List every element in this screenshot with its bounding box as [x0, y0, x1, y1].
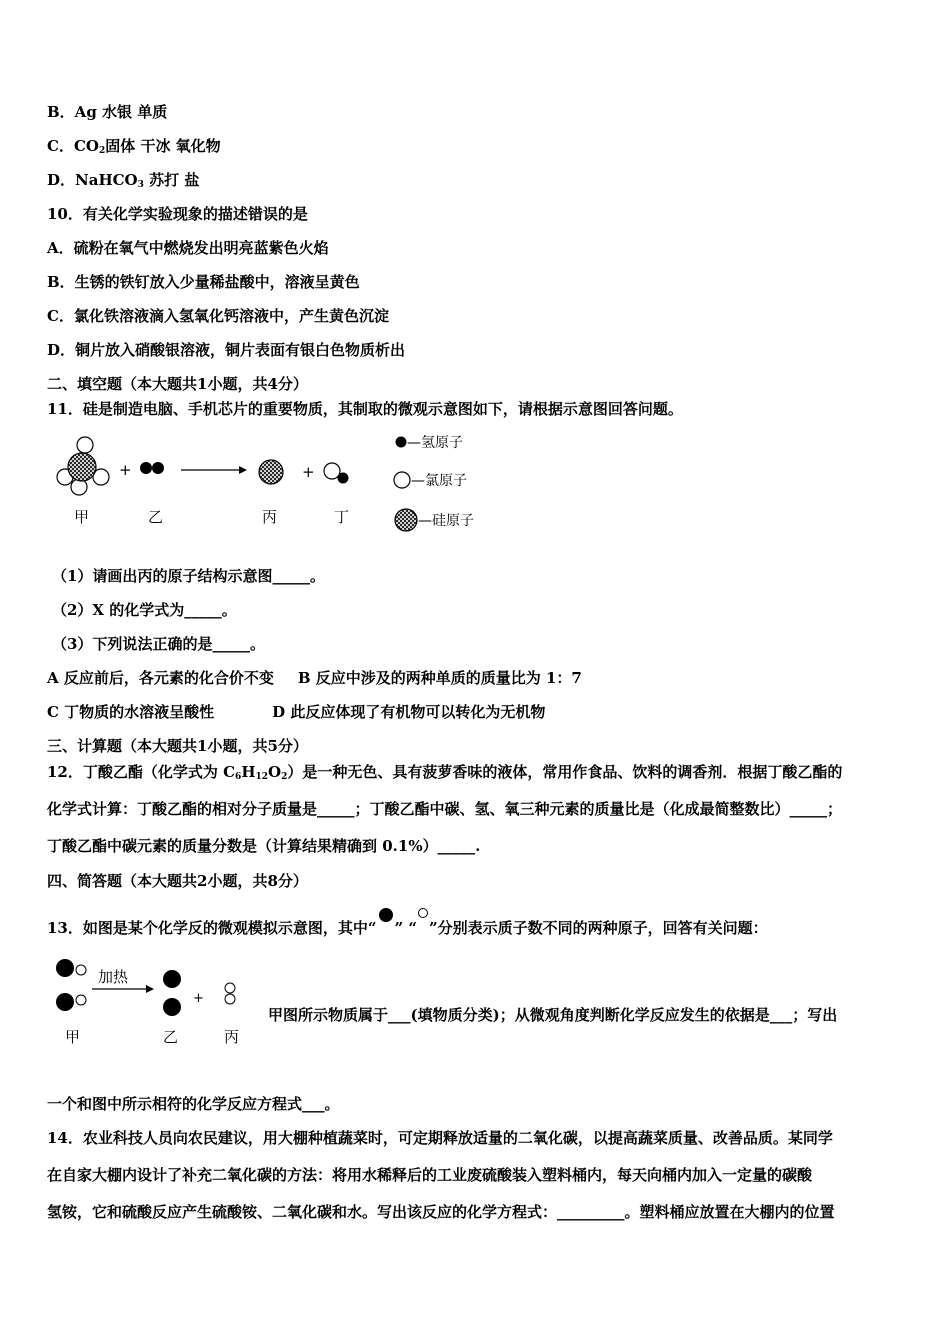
molecule-jia — [57, 437, 109, 495]
label-jia: 甲 — [74, 508, 90, 526]
si-atom — [68, 453, 96, 481]
question-12-line-2: 化学式计算：丁酸乙酯的相对分子质量是_____；丁酸乙酯中碳、氢、氧三种元素的质量比是（化成最简整数比）_____； — [47, 800, 843, 818]
q10-option-a: A．硫粉在氧气中燃烧发出明亮蓝紫色火焰 — [47, 239, 329, 257]
subscript: 12 — [255, 772, 269, 782]
q10-option-c: C．氯化铁溶液滴入氢氧化钙溶液中，产生黄色沉淀 — [47, 307, 389, 325]
question-10: 10．有关化学实验现象的描述错误的是 — [47, 205, 308, 223]
subscript: 6 — [235, 772, 242, 782]
section-2-heading: 二、填空题（本大题共1小题，共4分） — [47, 375, 308, 393]
molecule-bing-si — [259, 460, 283, 484]
heat-label: 加热 — [98, 968, 129, 986]
text-part: 苏打 盐 — [143, 171, 200, 189]
legend-h-swatch — [396, 437, 407, 448]
white-atom — [225, 994, 235, 1004]
label-yi: 乙 — [163, 1028, 179, 1046]
q11-part-3: （3）下列说法正确的是_____。 — [52, 635, 265, 653]
q10-option-b: B．生锈的铁钉放入少量稀盐酸中，溶液呈黄色 — [47, 273, 360, 291]
question-14-line-2: 在自家大棚内设计了补充二氧化碳的方法：将用水稀释后的工业废硫酸装入塑料桶内，每天向桶内加入一定量的碳酸 — [47, 1166, 813, 1184]
white-atom-icon — [417, 907, 429, 927]
cl-atom — [71, 479, 87, 495]
black-atom-icon — [377, 907, 395, 927]
white-atom — [76, 965, 86, 975]
legend-si-label: —硅原子 — [418, 513, 474, 529]
molecule-ding — [324, 463, 349, 484]
question-12-line-3: 丁酸乙酯中碳元素的质量分数是（计算结果精确到 0.1%）_____. — [47, 837, 481, 855]
text-part: ”分别表示质子数不同的两种原子，回答有关问题： — [429, 919, 768, 937]
legend-h-label: —氢原子 — [407, 435, 463, 451]
question-13-line-1 — [47, 907, 768, 938]
legend — [394, 435, 474, 531]
q11-options-ab — [47, 668, 582, 688]
text-part: 固体 干冰 氧化物 — [105, 137, 221, 155]
white-atom — [225, 983, 235, 993]
legend-cl-swatch — [394, 472, 410, 488]
text-part: ” “ — [394, 919, 417, 937]
subscript: 3 — [137, 180, 144, 190]
h-atom — [152, 462, 164, 474]
cl-atom — [77, 437, 93, 453]
subscript: 2 — [98, 146, 106, 156]
subscript: 2 — [281, 772, 288, 782]
text-part: 12．丁酸乙酯（化学式为 C — [47, 763, 236, 781]
label-yi: 乙 — [148, 508, 164, 526]
text-part: O — [268, 763, 282, 781]
molecule-bing — [225, 983, 235, 1004]
question-11: 11．硅是制造电脑、手机芯片的重要物质，其制取的微观示意图如下，请根据示意图回答问题。 — [47, 400, 683, 418]
plus-sign: + — [302, 463, 315, 481]
question-13-line-2: 一个和图中所示相符的化学反应方程式___。 — [47, 1095, 340, 1113]
white-atom — [76, 995, 86, 1005]
black-atom — [163, 998, 181, 1016]
q11-options-cd — [47, 702, 545, 722]
molecule-yi — [140, 462, 164, 474]
black-atom — [56, 993, 74, 1011]
reaction-arrow — [181, 466, 247, 474]
legend-si-swatch — [395, 509, 417, 531]
text-part: H — [241, 763, 256, 781]
black-atom — [56, 959, 74, 977]
q10-option-d: D．铜片放入硝酸银溶液，铜片表面有银白色物质析出 — [47, 341, 406, 359]
label-bing: 丙 — [224, 1028, 240, 1046]
option-d-nahco3 — [47, 170, 199, 195]
q11-part-2: （2）X 的化学式为_____。 — [52, 601, 237, 619]
cl-atom — [324, 463, 340, 479]
question-14-line-3: 氢铵，它和硫酸反应产生硫酸铵、二氧化碳和水。写出该反应的化学方程式：_________。塑料桶应放置在大棚内的位置 — [47, 1203, 835, 1221]
label-ding: 丁 — [334, 508, 350, 526]
section-3-heading: 三、计算题（本大题共1小题，共5分） — [47, 737, 308, 755]
q11-option-c: C 丁物质的水溶液呈酸性 — [47, 703, 215, 721]
molecule-yi — [163, 970, 181, 1016]
label-jia: 甲 — [65, 1028, 81, 1046]
molecule-jia — [56, 959, 86, 1011]
q11-option-b: B 反应中涉及的两种单质的质量比为 1：7 — [297, 669, 582, 687]
h-atom — [338, 473, 349, 484]
option-b-ag: B．Ag 水银 单质 — [47, 103, 168, 121]
question-12-line-1 — [47, 762, 842, 787]
reaction-arrow — [92, 985, 154, 993]
label-bing: 丙 — [262, 508, 278, 526]
q11-option-d: D 此反应体现了有机物可以转化为无机物 — [272, 703, 546, 721]
q11-reaction-diagram — [45, 425, 505, 540]
question-14-line-1: 14．农业科技人员向农民建议，用大棚种植蔬菜时，可定期释放适量的二氧化碳，以提高蔬菜质量、改善品质。某同学 — [47, 1129, 833, 1147]
text-part: ）是一种无色、具有菠萝香味的液体，常用作食品、饮料的调香剂．根据丁酸乙酯的 — [287, 763, 843, 781]
q13-reaction-diagram — [48, 952, 258, 1052]
h-atom — [140, 462, 152, 474]
plus-sign: + — [119, 461, 132, 479]
text-part: C．CO — [47, 137, 99, 155]
q11-option-a: A 反应前后，各元素的化合价不变 — [47, 669, 274, 687]
question-13-side-text: 甲图所示物质属于___(填物质分类)；从微观角度判断化学反应发生的依据是___；写出 — [268, 1006, 838, 1024]
text-part: 13．如图是某个化学反的微观模拟示意图，其中“ — [47, 919, 377, 937]
option-c-co2 — [47, 136, 221, 161]
section-4-heading: 四、简答题（本大题共2小题，共8分） — [47, 872, 308, 890]
legend-cl-label: —氯原子 — [411, 473, 467, 489]
text-part: D．NaHCO — [47, 171, 138, 189]
plus-sign: + — [193, 991, 204, 1006]
q11-part-1: （1）请画出丙的原子结构示意图_____。 — [52, 567, 325, 585]
black-atom — [163, 970, 181, 988]
